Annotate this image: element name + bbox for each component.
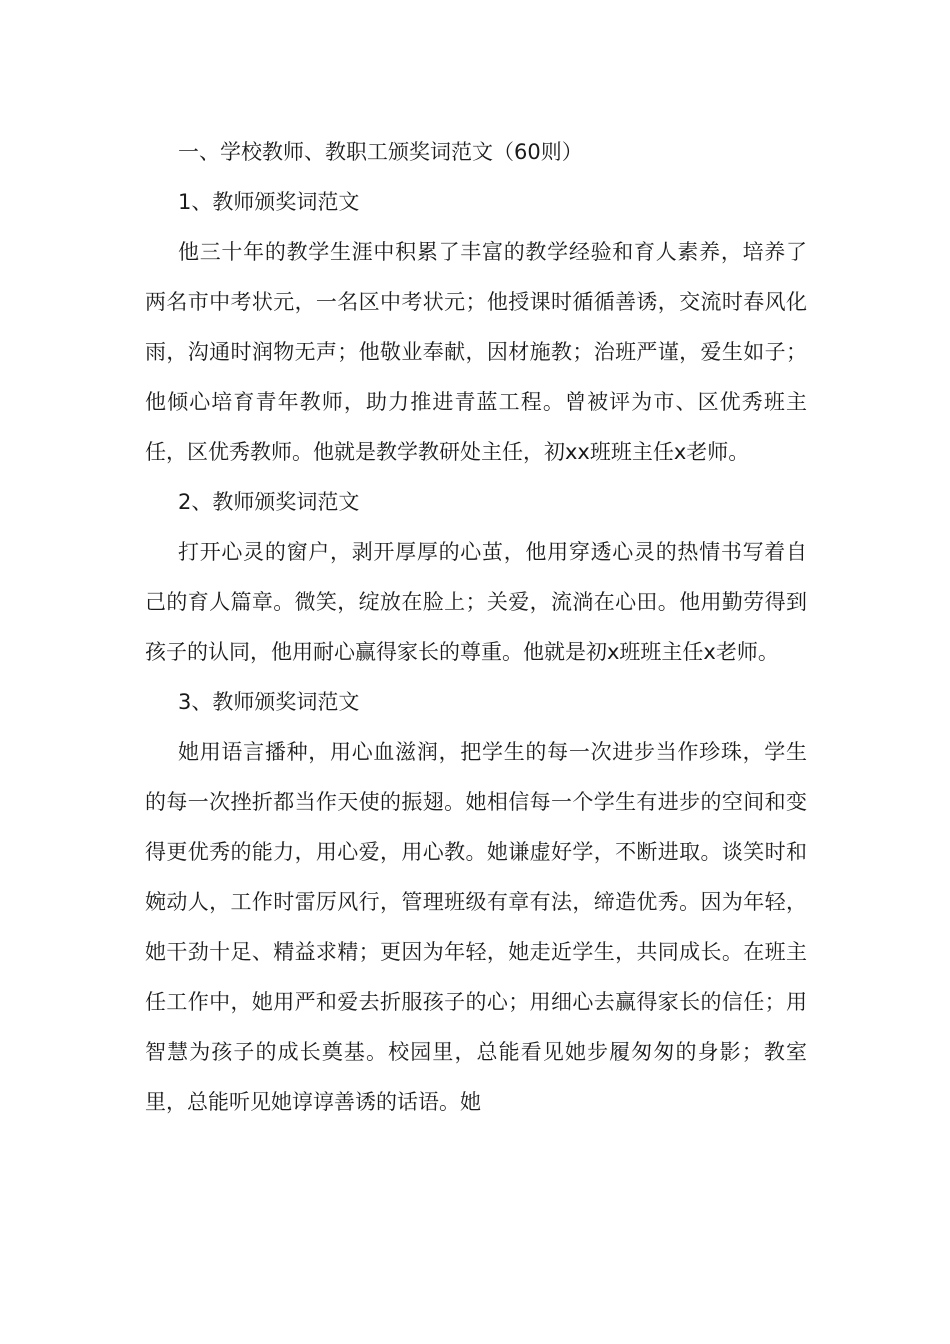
document-heading: 一、学校教师、教职工颁奖词范文（60则）	[178, 140, 583, 164]
section-title: 3、教师颁奖词范文	[178, 690, 360, 714]
document-body	[145, 127, 807, 1127]
section-title: 2、教师颁奖词范文	[178, 490, 360, 514]
section-paragraph: 她用语言播种，用心血滋润，把学生的每一次进步当作珍珠，学生的每一次挫折都当作天使的振翅。她相信每一个学生有进步的空间和变得更优秀的能力，用心爱，用心教。她谦虚好学，不断进取。谈笑时和婉动人，工作时雷厉风行，管理班级有章有法，缔造优秀。因为年轻，她干劲十足、精益求精；更因为年轻，她走近学生，共同成长。在班主任工作中，她用严和爱去折服孩子的心；用细心去赢得家长的信任；用智慧为孩子的成长奠基。校园里，总能看见她步履匆匆的身影；教室里，总能听见她谆谆善诱的话语。她	[145, 740, 807, 1114]
section-paragraph: 他三十年的教学生涯中积累了丰富的教学经验和育人素养，培养了两名市中考状元，一名区中考状元；他授课时循循善诱，交流时春风化雨，沟通时润物无声；他敬业奉献，因材施教；治班严谨，爱生如子；他倾心培育青年教师，助力推进青蓝工程。曾被评为市、区优秀班主任，区优秀教师。他就是教学教研处主任，初xx班班主任x老师。	[145, 240, 807, 464]
section-paragraph: 打开心灵的窗户，剥开厚厚的心茧，他用穿透心灵的热情书写着自己的育人篇章。微笑，绽放在脸上；关爱，流淌在心田。他用勤劳得到孩子的认同，他用耐心赢得家长的尊重。他就是初x班班主任x老师。	[145, 540, 807, 664]
section-title: 1、教师颁奖词范文	[178, 190, 360, 214]
